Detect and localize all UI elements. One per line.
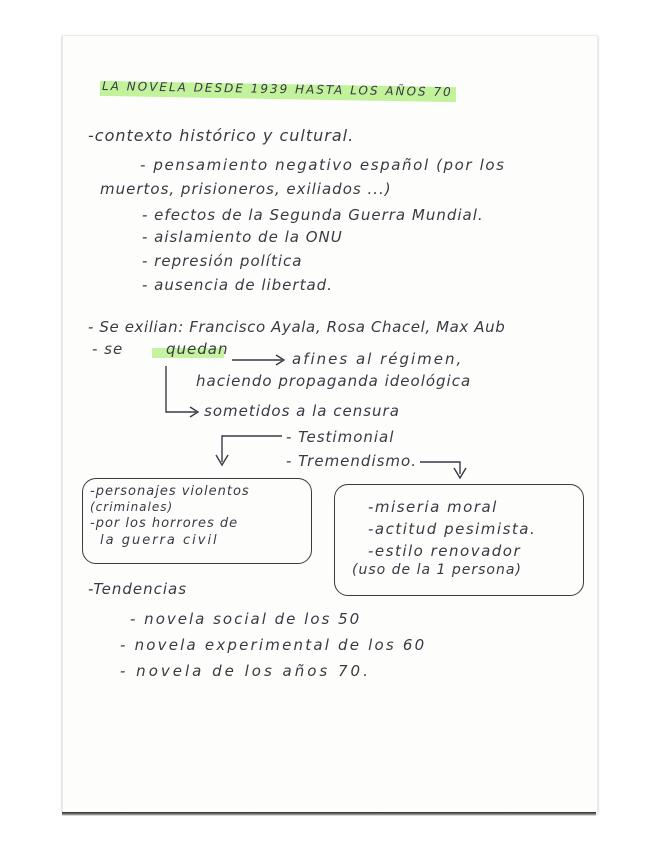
context-heading: -contexto histórico y cultural.	[88, 126, 355, 145]
note-quedan: quedan	[166, 340, 229, 358]
note-represion: - represión política	[142, 252, 303, 270]
note-testimonial: - Testimonial	[286, 428, 395, 446]
note-aislamiento: - aislamiento de la ONU	[142, 228, 343, 246]
note-exilian: - Se exilian: Francisco Ayala, Rosa Chacel, Max Aub	[88, 318, 506, 336]
tendencias-heading: -Tendencias	[88, 580, 188, 598]
note-haciendo: haciendo propaganda ideológica	[196, 372, 472, 390]
left-box-line-1: -personajes violentos	[90, 484, 250, 499]
bracket-to-sometidos	[166, 366, 196, 412]
left-box-line-2: (criminales)	[90, 500, 174, 514]
note-afines: afines al régimen,	[292, 350, 464, 368]
note-pensamiento-1: - pensamiento negativo español (por los	[140, 156, 506, 174]
left-box-line-4: la guerra civil	[100, 533, 219, 548]
left-box-line-3: -por los horrores de	[90, 516, 239, 531]
right-box-line-1: -miseria moral	[368, 498, 498, 516]
right-box-line-2: -actitud pesimista.	[368, 520, 537, 538]
note-novela-50: - novela social de los 50	[130, 610, 362, 628]
branch-to-left-box	[222, 436, 282, 462]
note-ausencia: - ausencia de libertad.	[142, 276, 333, 294]
note-se: - se	[92, 340, 124, 358]
right-box-line-3: -estilo renovador	[368, 542, 522, 560]
note-novela-60: - novela experimental de los 60	[120, 636, 427, 654]
note-tremendismo: - Tremendismo.	[286, 452, 417, 470]
note-pensamiento-2: muertos, prisioneros, exiliados ...)	[100, 180, 392, 198]
note-efectos: - efectos de la Segunda Guerra Mundial.	[142, 206, 484, 224]
right-box-line-4: (uso de la 1 persona)	[352, 562, 522, 578]
page-title: LA NOVELA DESDE 1939 HASTA LOS AÑOS 70	[101, 78, 453, 100]
note-novela-70: - novela de los años 70.	[120, 662, 371, 680]
note-sometidos: sometidos a la censura	[204, 402, 400, 420]
